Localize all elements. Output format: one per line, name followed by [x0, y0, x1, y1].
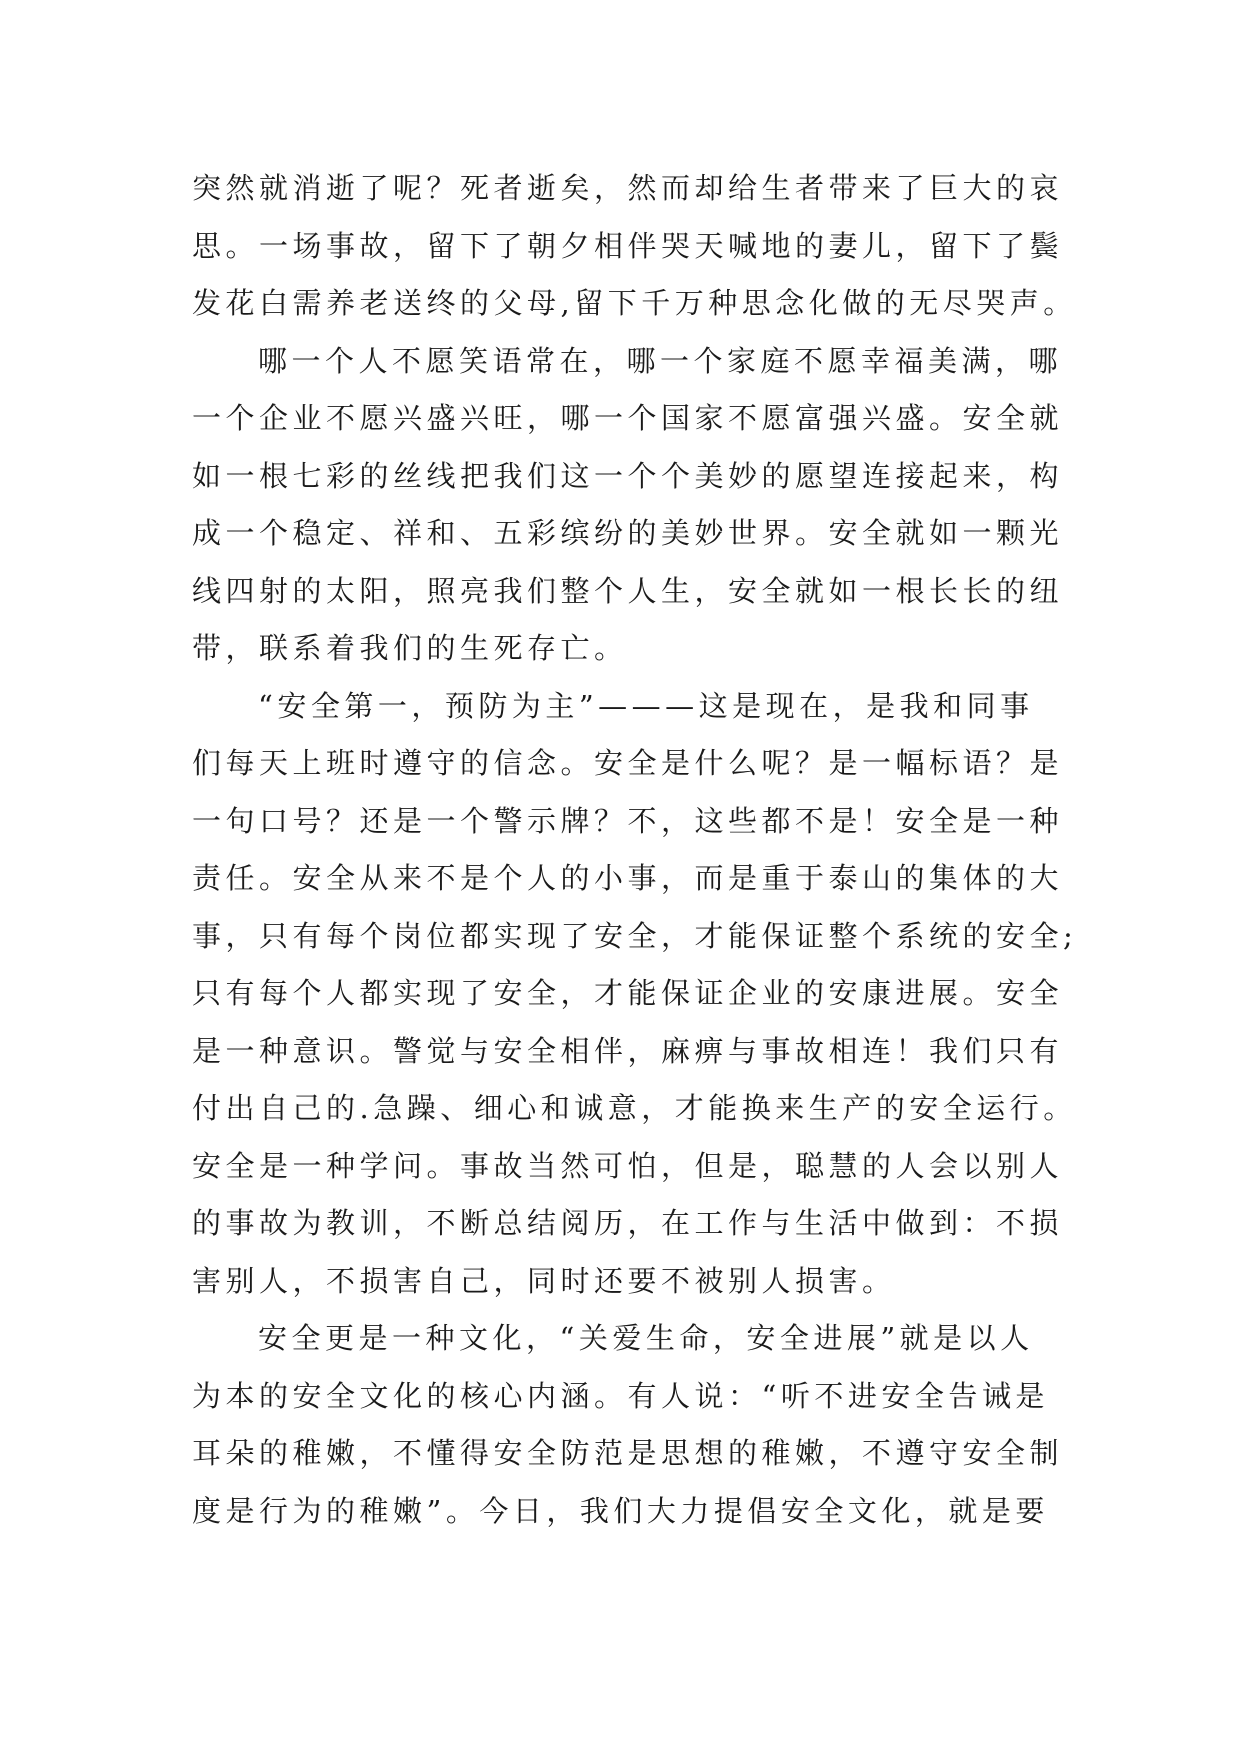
text-line: 付出自己的.急躁、细心和诚意，才能换来生产的安全运行。: [192, 1091, 1077, 1125]
paragraph-first-line: 哪一个人不愿笑语常在，哪一个家庭不愿幸福美满，哪: [258, 343, 1063, 378]
paragraph-first-line: 安全更是一种文化，“关爱生命，安全进展”就是以人: [258, 1321, 1034, 1355]
text-line: 害别人，不损害自己，同时还要不被别人损害。: [192, 1263, 896, 1298]
text-line: 一句口号？还是一个警示牌？不，这些都不是！安全是一种: [192, 803, 1064, 838]
text-line: 是一种意识。警觉与安全相伴，麻痹与事故相连！我们只有: [192, 1033, 1064, 1068]
text-line: 发花白需养老送终的父母,留下千万种思念化做的无尽哭声。: [192, 286, 1077, 320]
paragraph-first-line: “安全第一，预防为主”———这是现在，是我和同事: [258, 688, 1034, 723]
text-line: 们每天上班时遵守的信念。安全是什么呢？是一幅标语？是: [192, 746, 1064, 780]
text-line: 突然就消逝了呢？死者逝矣，然而却给生者带来了巨大的哀: [192, 171, 1064, 205]
text-line: 思。一场事故，留下了朝夕相伴哭天喊地的妻儿，留下了鬓: [192, 228, 1064, 263]
text-line: 如一根七彩的丝线把我们这一个个美妙的愿望连接起来，构: [192, 458, 1064, 493]
text-line: 成一个稳定、祥和、五彩缤纷的美妙世界。安全就如一颗光: [192, 516, 1064, 550]
text-line: 耳朵的稚嫩，不懂得安全防范是思想的稚嫩，不遵守安全制: [192, 1436, 1064, 1470]
text-line: 度是行为的稚嫩”。今日，我们大力提倡安全文化，就是要: [192, 1493, 1049, 1528]
text-line: 责任。安全从来不是个人的小事，而是重于泰山的集体的大: [192, 861, 1064, 895]
text-line: 的事故为教训，不断总结阅历，在工作与生活中做到：不损: [192, 1206, 1064, 1240]
text-line: 事，只有每个岗位都实现了安全，才能保证整个系统的安全;: [192, 918, 1078, 953]
text-line: 为本的安全文化的核心内涵。有人说：“听不进安全告诫是: [192, 1378, 1049, 1413]
text-line: 线四射的太阳，照亮我们整个人生，安全就如一根长长的纽: [192, 573, 1064, 608]
text-line: 带，联系着我们的生死存亡。: [192, 631, 628, 665]
document-body-text: [192, 160, 1078, 1540]
text-line: 安全是一种学问。事故当然可怕，但是，聪慧的人会以别人: [192, 1148, 1064, 1183]
text-line: 一个企业不愿兴盛兴旺，哪一个国家不愿富强兴盛。安全就: [192, 401, 1064, 435]
text-line: 只有每个人都实现了安全，才能保证企业的安康进展。安全: [192, 976, 1064, 1010]
